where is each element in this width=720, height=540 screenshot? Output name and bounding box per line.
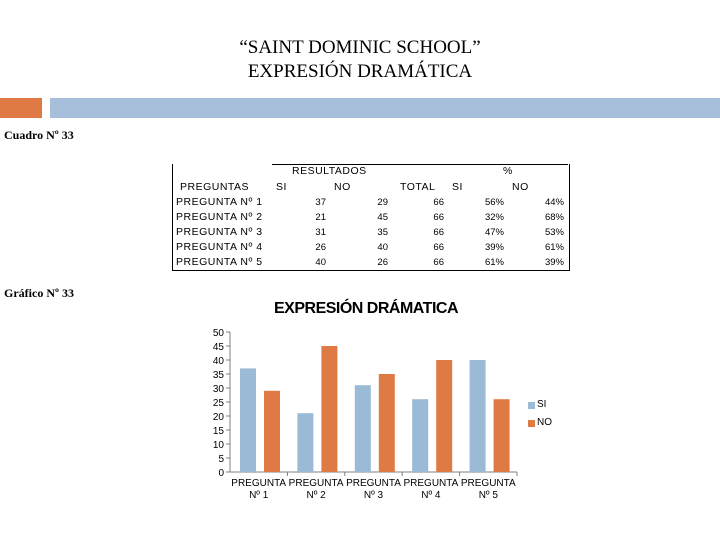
cell-si: 40 <box>315 257 326 268</box>
row-label: PREGUNTA Nº 5 <box>176 256 263 268</box>
y-tick-label: 30 <box>212 384 224 395</box>
legend-swatch-no <box>528 420 535 427</box>
cell-pct-no: 39% <box>544 257 564 268</box>
chart-caption: Gráfico Nº 33 <box>4 286 74 300</box>
bar-no <box>264 391 280 472</box>
bar-si <box>470 360 486 472</box>
header-si: SI <box>276 181 287 193</box>
bar-si <box>240 368 256 472</box>
y-tick-label: 25 <box>212 398 224 409</box>
row-label: PREGUNTA Nº 4 <box>176 241 263 253</box>
header-pct-si: SI <box>452 181 463 193</box>
row-label: PREGUNTA Nº 1 <box>176 196 263 208</box>
header-resultados: RESULTADOS <box>292 165 367 177</box>
header-preguntas: PREGUNTAS <box>180 181 250 193</box>
school-name: “SAINT DOMINIC SCHOOL” <box>239 37 481 58</box>
cell-total: 66 <box>433 197 444 208</box>
y-tick-label: 35 <box>212 370 224 381</box>
bar-si <box>297 413 313 472</box>
legend-label-si: SI <box>537 399 547 410</box>
cell-total: 66 <box>433 212 444 223</box>
cell-si: 31 <box>315 227 326 238</box>
cell-total: 66 <box>433 242 444 253</box>
cell-total: 66 <box>433 257 444 268</box>
x-tick-label: Nº 2 <box>306 490 326 501</box>
bar-no <box>494 399 510 472</box>
cell-no: 40 <box>377 242 388 253</box>
x-tick-label: PREGUNTA <box>231 478 287 489</box>
row-label: PREGUNTA Nº 3 <box>176 226 263 238</box>
cell-total: 66 <box>433 227 444 238</box>
accent-bar-orange <box>0 98 42 118</box>
y-tick-label: 45 <box>212 342 224 353</box>
cell-pct-si: 32% <box>484 212 504 223</box>
bar-no <box>436 360 452 472</box>
cell-pct-no: 44% <box>544 197 564 208</box>
bar-chart <box>190 320 580 535</box>
cell-si: 37 <box>315 197 326 208</box>
cell-no: 26 <box>377 257 388 268</box>
bar-no <box>321 346 337 472</box>
y-tick-label: 0 <box>218 468 224 479</box>
cell-no: 35 <box>377 227 388 238</box>
x-tick-label: Nº 4 <box>421 490 441 501</box>
row-label: PREGUNTA Nº 2 <box>176 211 263 223</box>
accent-bar-blue <box>50 98 720 118</box>
header-no: NO <box>334 181 351 193</box>
bar-no <box>379 374 395 472</box>
legend-label-no: NO <box>537 417 552 428</box>
cell-pct-no: 68% <box>544 212 564 223</box>
table-caption: Cuadro Nº 33 <box>4 128 74 142</box>
bar-si <box>355 385 371 472</box>
y-tick-label: 10 <box>212 440 224 451</box>
subject-title: EXPRESIÓN DRAMÁTICA <box>247 61 473 82</box>
y-tick-label: 20 <box>212 412 224 423</box>
x-tick-label: PREGUNTA <box>460 478 516 489</box>
y-tick-label: 15 <box>212 426 224 437</box>
header-pct-no: NO <box>512 181 529 193</box>
cell-pct-si: 56% <box>484 197 504 208</box>
header-percent: % <box>503 165 513 177</box>
x-tick-label: Nº 3 <box>363 490 384 501</box>
bar-si <box>412 399 428 472</box>
cell-pct-no: 53% <box>544 227 564 238</box>
x-tick-label: PREGUNTA <box>288 478 344 489</box>
y-tick-label: 50 <box>212 328 224 339</box>
cell-si: 21 <box>315 212 326 223</box>
cell-si: 26 <box>315 242 326 253</box>
x-tick-label: Nº 1 <box>249 490 269 501</box>
y-tick-label: 40 <box>212 356 224 367</box>
legend-swatch-si <box>528 402 535 409</box>
cell-no: 29 <box>377 197 388 208</box>
y-tick-label: 5 <box>218 454 224 465</box>
x-tick-label: Nº 5 <box>478 490 498 501</box>
x-tick-label: PREGUNTA <box>403 478 459 489</box>
x-tick-label: PREGUNTA <box>346 478 401 489</box>
cell-pct-si: 39% <box>484 242 504 253</box>
header-total: TOTAL <box>400 181 436 193</box>
cell-pct-si: 61% <box>484 257 504 268</box>
cell-pct-si: 47% <box>484 227 504 238</box>
chart-title: EXPRESIÓN DRÁMATICA <box>274 300 458 317</box>
cell-pct-no: 61% <box>544 242 564 253</box>
cell-no: 45 <box>377 212 388 223</box>
